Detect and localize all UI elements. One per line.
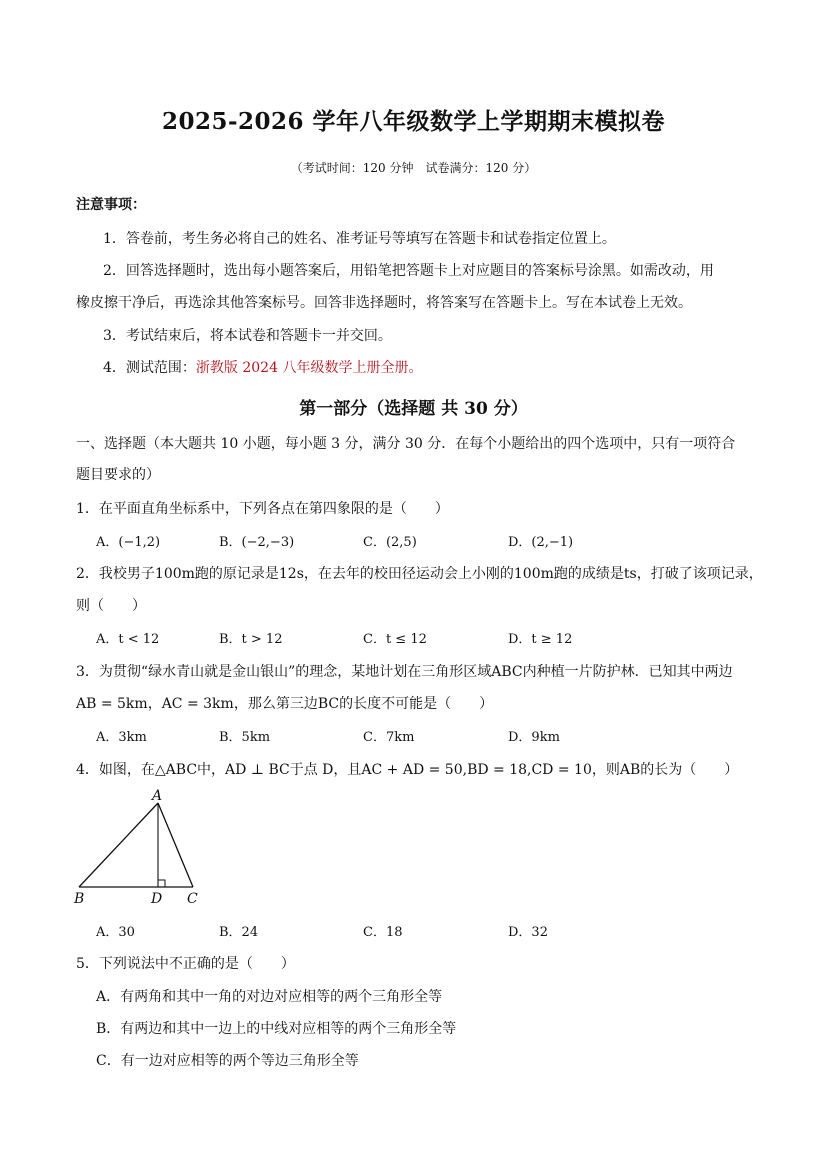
page-title: 2025-2026 学年八年级数学上学期期末模拟卷 xyxy=(161,108,666,135)
question-5-option-b: B．有两边和其中一边上的中线对应相等的两个三角形全等 xyxy=(96,1021,457,1037)
question-4-option-b: B．24 xyxy=(219,925,259,940)
question-4-option-a: A．30 xyxy=(96,925,135,940)
question-1-option-a: A．(−1,2) xyxy=(96,535,161,550)
side-ab xyxy=(79,803,158,887)
part-intro-line-1: 一、选择题（本大题共 10 小题，每小题 3 分，满分 30 分．在每个小题给出的四个选项中，只有一项符合 xyxy=(76,436,736,452)
right-angle-mark xyxy=(158,880,165,887)
question-2-stem-cont: 则（ ） xyxy=(76,598,146,614)
test-scope: 浙教版 2024 八年级数学上册全册。 xyxy=(195,360,423,376)
question-3-option-b: B．5km xyxy=(219,730,271,745)
question-1-option-d: D．(2,−1) xyxy=(508,535,574,550)
question-2-option-a: A．t < 12 xyxy=(96,632,160,647)
triangle-figure xyxy=(70,785,210,910)
question-5-option-c: C．有一边对应相等的两个等边三角形全等 xyxy=(96,1053,359,1069)
question-1-option-c: C．(2,5) xyxy=(363,535,417,550)
vertex-label-a: A xyxy=(152,788,163,804)
notice-item-1: 1．答卷前，考生务必将自己的姓名、准考证号等填写在答题卡和试卷指定位置上。 xyxy=(103,231,616,247)
question-2-option-c: C．t ≤ 12 xyxy=(363,632,427,647)
part-intro-line-2: 题目要求的） xyxy=(76,467,160,483)
question-3-option-a: A．3km xyxy=(96,730,147,745)
question-2-option-d: D．t ≥ 12 xyxy=(508,632,573,647)
exam-info: （考试时间：120 分钟 试卷满分：120 分） xyxy=(290,161,537,175)
question-3-option-d: D．9km xyxy=(508,730,560,745)
question-4-stem: 4．如图，在△ABC中，AD ⊥ BC于点 D，且AC + AD = 50,BD = 18,CD = 10，则AB的长为（ ） xyxy=(76,762,739,778)
vertex-label-b: B xyxy=(74,891,85,907)
question-3-stem-cont: AB = 5km，AC = 3km，那么第三边BC的长度不可能是（ ） xyxy=(76,696,494,712)
notice-item-4-label: 4．测试范围： xyxy=(103,360,196,376)
vertex-label-d: D xyxy=(151,891,163,907)
notice-item-2-cont: 橡皮擦干净后，再选涂其他答案标号。回答非选择题时，将答案写在答题卡上。写在本试卷上无效。 xyxy=(76,295,692,311)
question-5-stem: 5．下列说法中不正确的是（ ） xyxy=(76,956,295,972)
question-4-option-d: D．32 xyxy=(508,925,548,940)
question-1-option-b: B．(−2,−3) xyxy=(219,535,295,550)
notice-item-3: 3．考试结束后，将本试卷和答题卡一并交回。 xyxy=(103,328,392,344)
question-2-option-b: B．t > 12 xyxy=(219,632,283,647)
question-3-option-c: C．7km xyxy=(363,730,415,745)
question-1-stem: 1．在平面直角坐标系中，下列各点在第四象限的是（ ） xyxy=(76,501,449,517)
notice-item-2: 2．回答选择题时，选出每小题答案后，用铅笔把答题卡上对应题目的答案标号涂黑。如需改动，用 xyxy=(103,263,714,279)
notice-heading: 注意事项： xyxy=(76,197,146,213)
section-heading: 第一部分（选择题 共 30 分） xyxy=(299,399,528,419)
question-2-stem: 2．我校男子100m跑的原记录是12s，在去年的校田径运动会上小刚的100m跑的成绩是ts，打破了该项记录， xyxy=(76,566,763,582)
notice-item-4 xyxy=(103,357,422,377)
side-ac xyxy=(158,803,193,887)
vertex-label-c: C xyxy=(187,891,198,907)
question-4-option-c: C．18 xyxy=(363,925,403,940)
question-3-stem: 3．为贯彻“绿水青山就是金山银山”的理念，某地计划在三角形区域ABC内种植一片防护林．已知其中两边 xyxy=(76,664,733,680)
question-5-option-a: A．有两角和其中一角的对边对应相等的两个三角形全等 xyxy=(96,989,443,1005)
